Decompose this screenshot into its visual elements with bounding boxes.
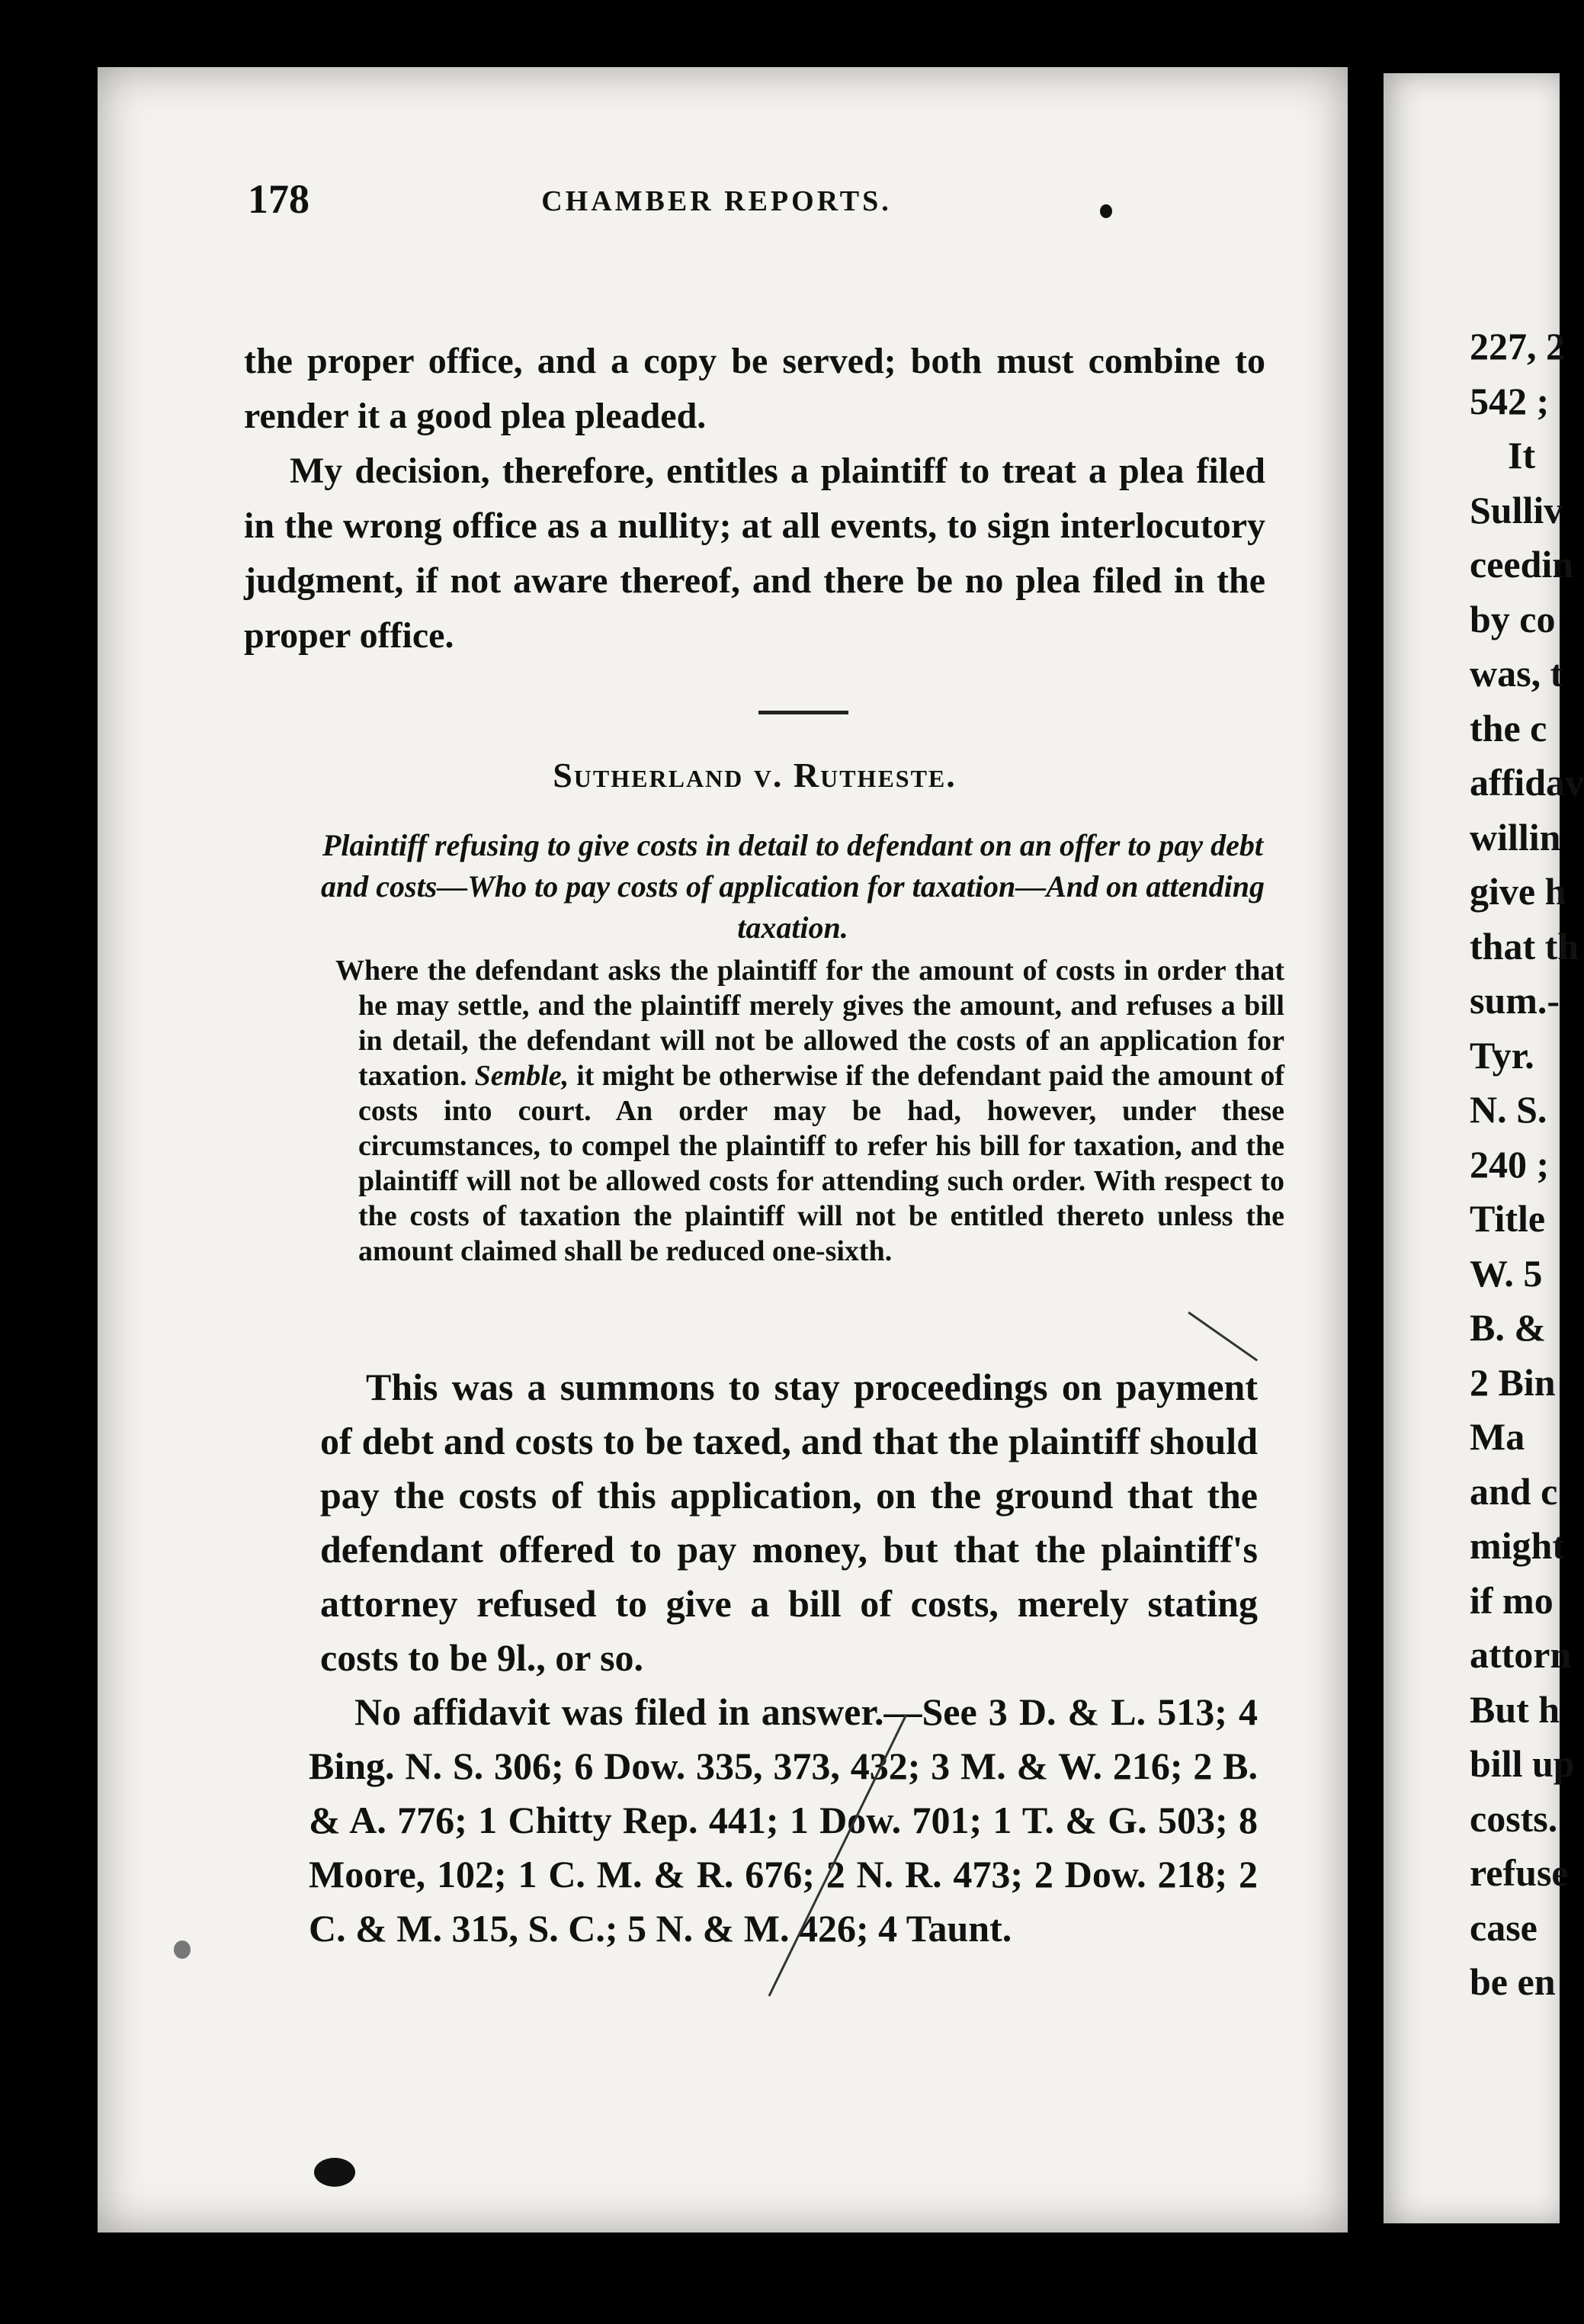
right-page-line: ceedin [1470,543,1574,586]
right-page-line: Tyr. [1470,1033,1534,1077]
right-page-line: Title [1470,1197,1546,1240]
continuation-paragraph: the proper office, and a copy be served; both must combine to render it a good plea pleaded. [244,341,1265,436]
right-page-line: sum.- [1470,979,1560,1022]
right-page-line: It [1508,434,1536,477]
syllabus [335,953,1284,1269]
right-page-line: 240 ; [1470,1142,1550,1186]
right-page-line: case [1470,1905,1538,1949]
summons-paragraph: This was a summons to stay proceedings on payment of debt and costs to be taxed, and that the plaintiff should pay the costs of this application, on the ground that the defendant offered to pay money, but that the plaintiff's attorney refused to give a bill of costs, merely stating costs to be 9l., or so. [320,1366,1258,1679]
ink-blot [314,2158,355,2187]
right-page-line: the c [1470,706,1547,750]
right-page-line: costs. [1470,1796,1558,1840]
syllabus-semble: Semble, [474,1060,569,1092]
right-page-line: bill up [1470,1742,1575,1785]
right-page-line: 2 Bin [1470,1360,1556,1404]
citations-paragraph: No affidavit was filed in answer.—See 3 D. & L. 513; 4 Bing. N. S. 306; 6 Dow. 335, 373, 432; 3 M. & W. 216; 2 B. & A. 776; 1 Chitty Rep. 441; 1 Dow. 701; 1 T. & G. 503; 8 Moore, 102; 1 C. M. & R. 676; 2 N. R. 473; 2 Dow. 218; 2 C. & M. 315, S. C.; 5 N. & M. 426; 4 Taunt. [309,1690,1258,1950]
section-divider [758,711,848,714]
right-page-line: W. 5 [1470,1251,1543,1295]
ink-blot [1100,204,1112,218]
case-title: Sutherland v. Rutheste. [553,756,957,794]
right-page-line: give h [1470,870,1566,913]
right-page-line: Ma [1470,1415,1525,1458]
right-page-line: if mo [1470,1578,1554,1622]
page-header [248,175,1185,236]
right-page-line: willin [1470,815,1561,859]
running-head: CHAMBER REPORTS. [541,185,892,217]
right-page-line: 227, 2 [1470,325,1565,368]
ink-blot [174,1940,191,1959]
opening-text [244,334,1265,663]
right-page-line: refuse [1470,1851,1569,1894]
decision-paragraph: My decision, therefore, entitles a plaintiff to treat a plea filed in the wrong office as a nullity; at all events, to sign interlocutory judgment, if not aware thereof, and there be no plea filed in the proper office. [244,451,1265,656]
right-page-line: was, t [1470,652,1563,695]
right-page-line: and c [1470,1469,1558,1513]
page-number: 178 [248,176,309,222]
right-page-line: But h [1470,1687,1560,1731]
right-page-line: Sulliv [1470,488,1563,531]
right-page-line: attorn [1470,1633,1572,1676]
right-page-line: by co [1470,597,1556,640]
right-page-line: affidav [1470,761,1584,804]
right-page-line: B. & [1470,1306,1546,1349]
right-page-line: 542 ; [1470,379,1550,422]
syllabus-part-2: it might be otherwise if the defendant paid the amount of costs into court. An order may be had, however, under these circumstances, to compel the plaintiff to refer his bill for taxation, and the plaintiff will not be allowed costs for attending such order. With respect to the costs of taxation the plaintiff will not be entitled thereto unless the amount claimed shall be reduced one-sixth. [358,1060,1284,1267]
right-page-line: that th [1470,924,1579,968]
syllabus-part-1: Where the defendant asks the plaintiff for the amount of costs in order that he may settle, and the plaintiff merely gives the amount, and refuses a bill in detail, the defendant will not be allowed the costs of an application for taxation. [335,955,1284,1092]
right-page-line: N. S. [1470,1088,1547,1131]
right-page-line: might [1470,1524,1565,1567]
headnote: Plaintiff refusing to give costs in detail to defendant on an offer to pay debt and costs—Who to pay costs of application for taxation—And on attending taxation. [321,828,1265,945]
right-page-line: be en [1470,1960,1556,2003]
